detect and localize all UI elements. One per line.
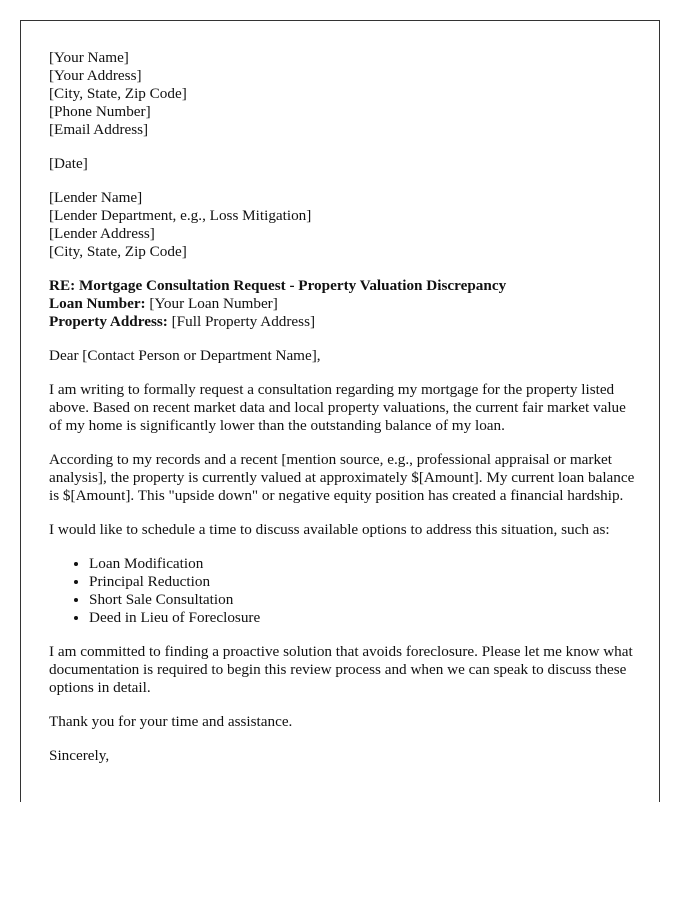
sender-address: [Your Address] <box>49 67 142 84</box>
options-list <box>49 555 639 627</box>
closing-paragraph-2: Thank you for your time and assistance. <box>49 713 293 730</box>
letter-page <box>20 20 660 802</box>
loan-number-value: [Your Loan Number] <box>145 295 278 312</box>
option-item: • Short Sale Consultation <box>89 591 639 609</box>
body-paragraph-3: I would like to schedule a time to discuss available options to address this situation, such as: <box>49 521 610 538</box>
loan-number-line <box>49 295 639 313</box>
letter-content <box>49 49 639 781</box>
sender-city-state-zip: [City, State, Zip Code] <box>49 85 187 102</box>
re-line <box>49 277 639 295</box>
sign-off: Sincerely, <box>49 747 110 764</box>
subject-block <box>49 277 639 331</box>
closing-paragraph-1: I am committed to finding a proactive solution that avoids foreclosure. Please let me know what documentation is required to begin this review process and when we can speak to discuss these options in detail. <box>49 643 633 696</box>
recipient-block <box>49 189 639 261</box>
property-address-line <box>49 313 639 331</box>
sender-block <box>49 49 639 139</box>
body-paragraph-1: I am writing to formally request a consultation regarding my mortgage for the property listed above. Based on recent market data and local property valuations, the current fair market value of my home is significantly lower than the outstanding balance of my loan. <box>49 381 626 434</box>
body-paragraph-2: According to my records and a recent [mention source, e.g., professional appraisal or market analysis], the property is currently valued at approximately $[Amount]. My current loan balance is $[Amount]. This "upside down" or negative equity position has created a financial hardship. <box>49 451 635 504</box>
property-address-value: [Full Property Address] <box>167 313 316 330</box>
recipient-department: [Lender Department, e.g., Loss Mitigation] <box>49 207 312 224</box>
recipient-name: [Lender Name] <box>49 189 143 206</box>
recipient-address: [Lender Address] <box>49 225 155 242</box>
re-line-text: RE: Mortgage Consultation Request - Property Valuation Discrepancy <box>49 277 507 294</box>
sender-phone: [Phone Number] <box>49 103 151 120</box>
recipient-city-state-zip: [City, State, Zip Code] <box>49 243 187 260</box>
loan-number-label: Loan Number: <box>49 295 146 312</box>
letter-date: [Date] <box>49 155 88 172</box>
sender-email: [Email Address] <box>49 121 149 138</box>
option-item: • Deed in Lieu of Foreclosure <box>89 609 639 627</box>
date-block <box>49 155 639 173</box>
option-item: • Principal Reduction <box>89 573 639 591</box>
salutation: Dear [Contact Person or Department Name], <box>49 347 321 364</box>
property-address-label: Property Address: <box>49 313 168 330</box>
sender-name: [Your Name] <box>49 49 129 66</box>
option-item: • Loan Modification <box>89 555 639 573</box>
